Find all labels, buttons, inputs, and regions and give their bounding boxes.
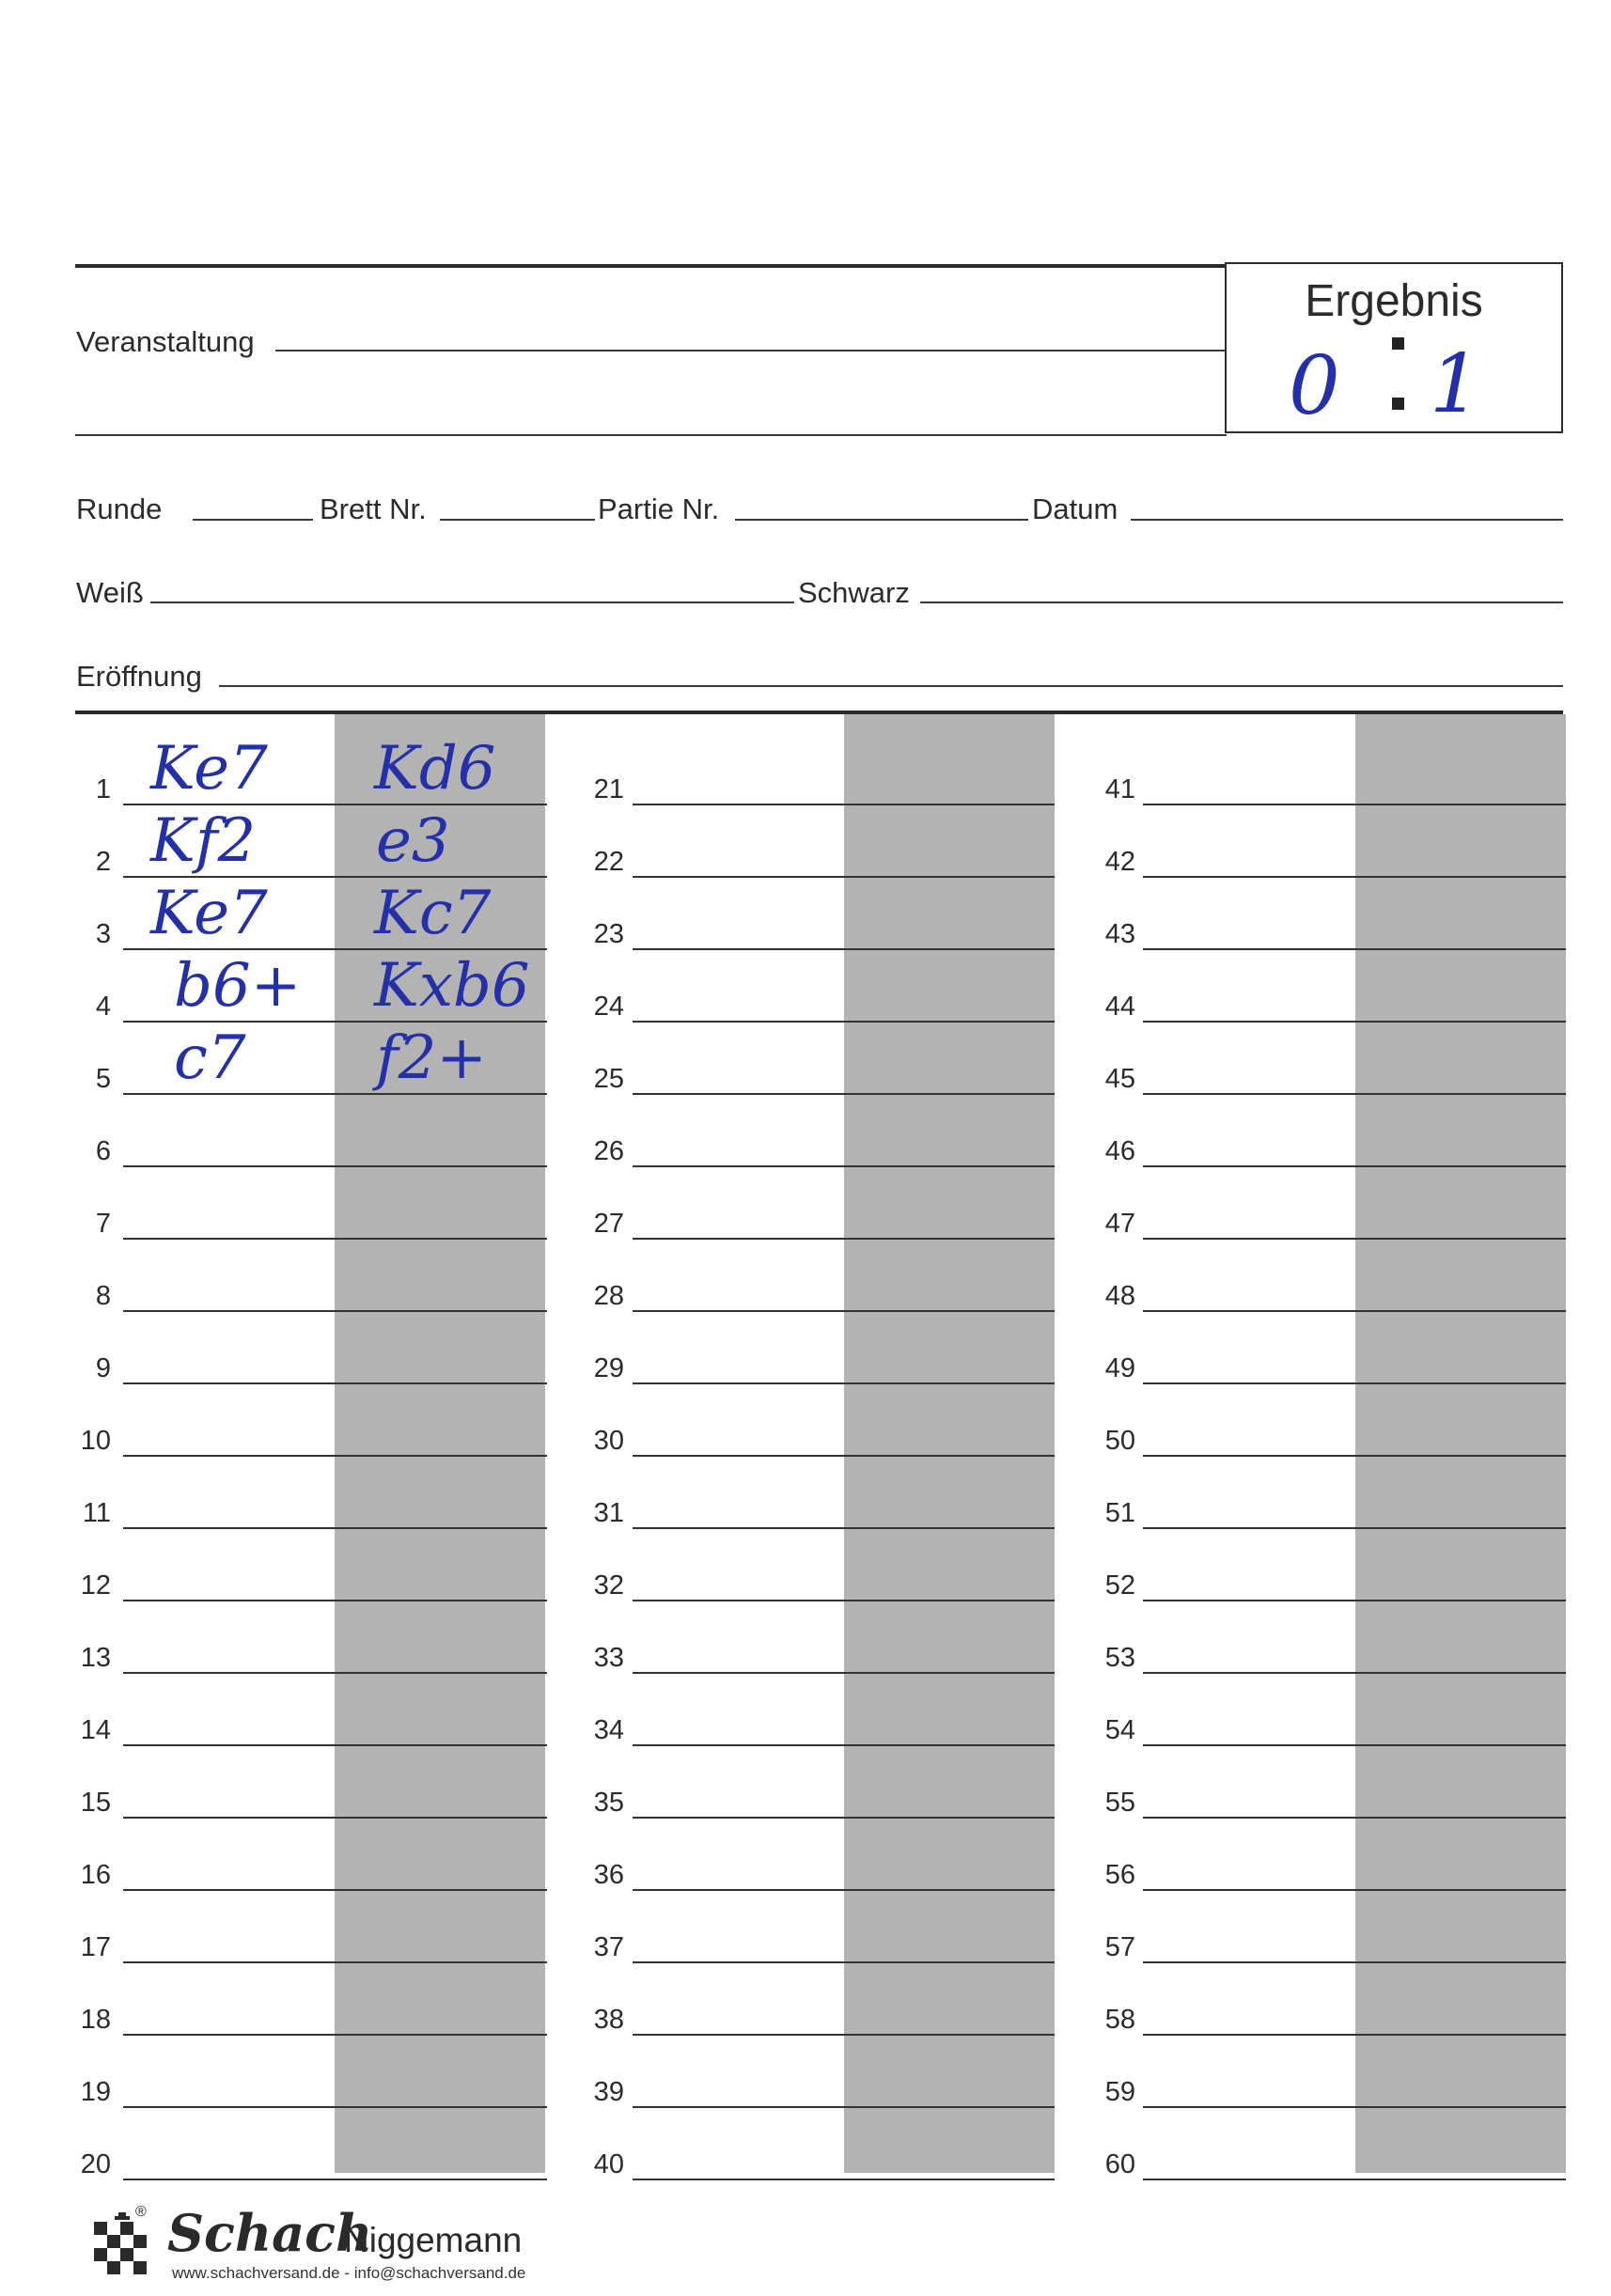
move-number: 8 <box>95 1281 111 1311</box>
move-entry-line[interactable] <box>123 1672 547 1674</box>
result-black-score: 1 <box>1430 337 1481 431</box>
black-label: Schwarz <box>798 576 910 609</box>
move-number: 57 <box>1104 1932 1135 1962</box>
move-entry-line[interactable] <box>123 1021 547 1023</box>
move-entry-line[interactable] <box>633 1165 1055 1167</box>
result-white-score: 0 <box>1289 339 1340 433</box>
move-entry-line[interactable] <box>123 1238 547 1240</box>
move-number: 31 <box>593 1498 624 1528</box>
move-entry-line[interactable] <box>1143 1382 1566 1384</box>
move-number: 11 <box>82 1498 111 1528</box>
move-number: 42 <box>1104 847 1135 877</box>
move-number: 56 <box>1104 1860 1135 1890</box>
event-label: Veranstaltung <box>76 325 255 358</box>
move-entry-line[interactable] <box>1143 1093 1566 1095</box>
footer-email: info@schachversand.de <box>353 2264 526 2282</box>
move-entry-line[interactable] <box>123 1165 547 1167</box>
board-line <box>440 519 595 521</box>
move-entry-line[interactable] <box>123 1600 547 1601</box>
move-entry-line[interactable] <box>633 1600 1055 1601</box>
move-entry-line[interactable] <box>633 1961 1055 1963</box>
white-move: Ke7 <box>150 879 268 948</box>
move-number: 2 <box>95 847 111 877</box>
brand-script-logo: Schach <box>167 2203 373 2263</box>
black-shade-col3 <box>1355 714 1566 2173</box>
round-line <box>193 519 313 521</box>
move-number: 27 <box>593 1209 624 1239</box>
move-number: 60 <box>1104 2149 1135 2179</box>
move-entry-line[interactable] <box>123 1310 547 1312</box>
move-number: 47 <box>1104 1209 1135 1239</box>
move-entry-line[interactable] <box>1143 1817 1566 1819</box>
opening-line <box>219 685 1563 687</box>
move-number: 49 <box>1104 1353 1135 1383</box>
move-entry-line[interactable] <box>1143 2034 1566 2036</box>
move-entry-line[interactable] <box>633 1817 1055 1819</box>
chess-logo-icon <box>85 2210 160 2284</box>
move-number: 38 <box>593 2005 624 2035</box>
white-move: Kf2 <box>150 806 257 876</box>
event-line <box>275 350 1225 351</box>
move-entry-line[interactable] <box>633 1672 1055 1674</box>
move-number: 23 <box>593 919 624 949</box>
black-move: Kxb6 <box>374 951 530 1021</box>
move-number: 40 <box>593 2149 624 2179</box>
move-entry-line[interactable] <box>123 1744 547 1746</box>
move-number: 18 <box>80 2005 111 2035</box>
move-entry-line[interactable] <box>1143 1672 1566 1674</box>
footer-website: www.schachversand.de <box>172 2264 340 2282</box>
registered-mark: ® <box>135 2204 147 2220</box>
white-move: b6+ <box>174 951 302 1021</box>
move-number: 28 <box>593 1281 624 1311</box>
move-number: 21 <box>593 774 624 804</box>
move-number: 48 <box>1104 1281 1135 1311</box>
move-number: 55 <box>1104 1788 1135 1818</box>
event-line-2 <box>75 434 1227 436</box>
move-number: 50 <box>1104 1426 1135 1456</box>
game-line <box>735 519 1028 521</box>
white-move: c7 <box>174 1023 246 1093</box>
move-entry-line[interactable] <box>633 1093 1055 1095</box>
move-entry-line[interactable] <box>633 1455 1055 1457</box>
result-colon-top <box>1392 337 1404 350</box>
move-number: 39 <box>593 2077 624 2107</box>
move-number: 17 <box>80 1932 111 1962</box>
brand-name: Niggemann <box>344 2221 523 2259</box>
move-entry-line[interactable] <box>1143 1600 1566 1601</box>
move-number: 29 <box>593 1353 624 1383</box>
move-entry-line[interactable] <box>1143 1310 1566 1312</box>
black-move: Kc7 <box>374 879 492 948</box>
move-number: 32 <box>593 1570 624 1601</box>
move-entry-line[interactable] <box>123 948 547 950</box>
move-entry-line[interactable] <box>633 2179 1055 2180</box>
move-entry-line[interactable] <box>1143 1021 1566 1023</box>
move-number: 13 <box>80 1643 111 1673</box>
move-number: 20 <box>80 2149 111 2179</box>
move-entry-line[interactable] <box>1143 948 1566 950</box>
move-number: 36 <box>593 1860 624 1890</box>
move-entry-line[interactable] <box>1143 2179 1566 2180</box>
move-number: 1 <box>95 774 111 804</box>
move-number: 46 <box>1104 1136 1135 1166</box>
move-entry-line[interactable] <box>1143 804 1566 805</box>
move-entry-line[interactable] <box>633 1889 1055 1891</box>
footer-contact <box>172 2264 525 2283</box>
move-entry-line[interactable] <box>1143 1238 1566 1240</box>
result-label: Ergebnis <box>1305 276 1483 326</box>
move-entry-line[interactable] <box>123 2106 547 2108</box>
move-entry-line[interactable] <box>633 1744 1055 1746</box>
move-entry-line[interactable] <box>633 804 1055 805</box>
move-number: 19 <box>80 2077 111 2107</box>
move-entry-line[interactable] <box>123 876 547 878</box>
move-number: 58 <box>1104 2005 1135 2035</box>
move-entry-line[interactable] <box>123 804 547 805</box>
move-entry-line[interactable] <box>633 1238 1055 1240</box>
move-entry-line[interactable] <box>123 2179 547 2180</box>
move-number: 14 <box>80 1715 111 1745</box>
date-label: Datum <box>1032 492 1118 525</box>
top-rule <box>75 264 1227 268</box>
move-entry-line[interactable] <box>123 1093 547 1095</box>
move-entry-line[interactable] <box>633 1527 1055 1529</box>
move-entry-line[interactable] <box>1143 1744 1566 1746</box>
move-number: 51 <box>1104 1498 1135 1528</box>
white-move: Ke7 <box>150 734 268 804</box>
move-number: 22 <box>593 847 624 877</box>
black-line <box>920 601 1563 603</box>
black-move: Kd6 <box>374 734 496 804</box>
move-number: 53 <box>1104 1643 1135 1673</box>
move-entry-line[interactable] <box>1143 1527 1566 1529</box>
move-number: 25 <box>593 1064 624 1094</box>
opening-label: Eröffnung <box>76 660 202 693</box>
move-entry-line[interactable] <box>633 2106 1055 2108</box>
move-entry-line[interactable] <box>633 1382 1055 1384</box>
move-entry-line[interactable] <box>123 1382 547 1384</box>
move-number: 43 <box>1104 919 1135 949</box>
move-number: 3 <box>95 919 111 949</box>
move-entry-line[interactable] <box>633 2034 1055 2036</box>
move-entry-line[interactable] <box>1143 876 1566 878</box>
move-entry-line[interactable] <box>1143 1455 1566 1457</box>
move-number: 44 <box>1104 992 1135 1022</box>
move-entry-line[interactable] <box>123 2034 547 2036</box>
move-number: 5 <box>95 1064 111 1094</box>
move-entry-line[interactable] <box>1143 1165 1566 1167</box>
move-entry-line[interactable] <box>1143 1889 1566 1891</box>
move-entry-line[interactable] <box>123 1455 547 1457</box>
move-number: 15 <box>80 1788 111 1818</box>
round-label: Runde <box>76 492 163 525</box>
move-number: 54 <box>1104 1715 1135 1745</box>
move-number: 4 <box>95 992 111 1022</box>
black-move: f2+ <box>376 1023 488 1093</box>
move-number: 59 <box>1104 2077 1135 2107</box>
footer-separator: - <box>344 2264 350 2282</box>
move-number: 52 <box>1104 1570 1135 1601</box>
move-entry-line[interactable] <box>633 876 1055 878</box>
move-number: 37 <box>593 1932 624 1962</box>
result-box <box>1225 262 1563 433</box>
move-entry-line[interactable] <box>633 1021 1055 1023</box>
move-number: 10 <box>80 1426 111 1456</box>
move-number: 41 <box>1104 774 1135 804</box>
date-line <box>1131 519 1563 521</box>
game-label: Partie Nr. <box>598 492 720 525</box>
move-number: 33 <box>593 1643 624 1673</box>
move-number: 7 <box>95 1209 111 1239</box>
move-number: 16 <box>80 1860 111 1890</box>
result-colon-bottom <box>1392 398 1404 410</box>
move-number: 45 <box>1104 1064 1135 1094</box>
move-entry-line[interactable] <box>123 1889 547 1891</box>
white-line <box>150 601 794 603</box>
table-top-rule <box>75 711 1563 714</box>
move-number: 24 <box>593 992 624 1022</box>
black-move: e3 <box>376 806 450 876</box>
move-number: 9 <box>95 1353 111 1383</box>
black-shade-col2 <box>844 714 1055 2173</box>
move-entry-line[interactable] <box>1143 2106 1566 2108</box>
white-label: Weiß <box>76 576 144 609</box>
move-number: 34 <box>593 1715 624 1745</box>
board-label: Brett Nr. <box>320 492 427 525</box>
move-entry-line[interactable] <box>633 948 1055 950</box>
move-entry-line[interactable] <box>123 1527 547 1529</box>
move-entry-line[interactable] <box>123 1961 547 1963</box>
move-number: 35 <box>593 1788 624 1818</box>
move-number: 12 <box>80 1570 111 1601</box>
move-number: 26 <box>593 1136 624 1166</box>
move-entry-line[interactable] <box>633 1310 1055 1312</box>
move-number: 30 <box>593 1426 624 1456</box>
move-entry-line[interactable] <box>123 1817 547 1819</box>
move-number: 6 <box>95 1136 111 1166</box>
move-entry-line[interactable] <box>1143 1961 1566 1963</box>
